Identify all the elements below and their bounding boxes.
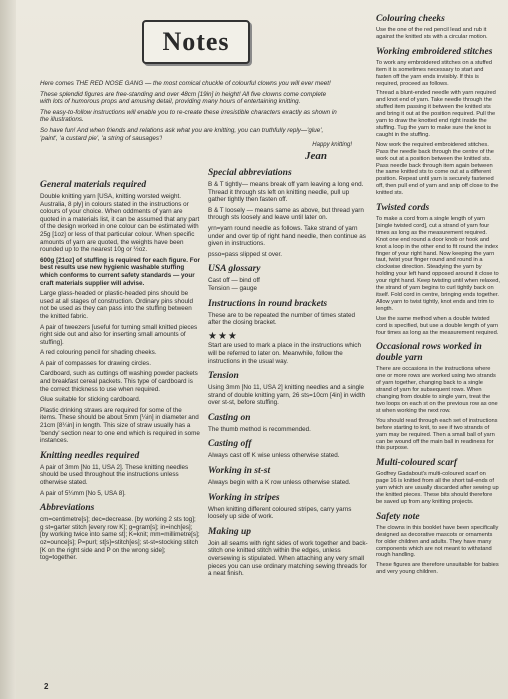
section-making-up: [208, 527, 368, 578]
page-spine: [0, 0, 16, 699]
section-cheeks: [376, 14, 500, 41]
paragraph: When knitting different coloured stripes, carry yarns loosely up side of work.: [208, 505, 352, 521]
signoff: Happy knitting!: [312, 142, 352, 148]
paragraph: A pair of 3mm [No 11, USA 2]. These knitting needles should be used throughout the instructions unless otherwise stated.: [40, 463, 189, 486]
paragraph: 600g [21oz] of stuffing is required for each figure. For best results use new hygienic washable stuffing which conforms to current safety standards — your craft materials supplier will advise.: [40, 256, 200, 287]
intro-paragraph: These splendid figures are free-standing and over 48cm [19in] in height! All five clowns come complete with lots of humorous props and amusing detail, providing many hours of entertaining knitting.: [40, 90, 327, 106]
section-heading: Twisted cords: [376, 203, 430, 214]
section-needles: [40, 451, 200, 497]
paragraph: Cardboard, such as cuttings off washing powder packets and breakfast cereal packets. This type of cardboard is the correct thickness to use when required.: [40, 370, 198, 393]
page-number: 2: [44, 682, 49, 691]
section-heading: Casting off: [208, 439, 252, 450]
section-heading: Safety note: [376, 511, 420, 522]
paragraph: To work any embroidered stitches on a stuffed item it is sometimes necessary to start and fasten off the yarn ends invisibly. If this is required, proceed as follows.: [376, 59, 492, 87]
section-heading: Tension: [208, 371, 239, 382]
paragraph: Using 3mm [No 11, USA 2] knitting needles and a single strand of double knitting yarn, 26 sts=10cm [4in] in width over st-st, before stuffing.: [208, 384, 365, 407]
paragraph: The thumb method is recommended.: [208, 425, 311, 433]
section-stripes: [208, 493, 368, 521]
intro-paragraph: Here comes THE RED NOSE GANG — the most comical chuckle of colourful clowns you will ever meet!: [40, 80, 331, 87]
section-usa-glossary: [208, 264, 368, 292]
paragraph: Now work the required embroidered stitches. Pass the needle back through the centre of the work out at a position between the knitted sts. Pass needle back through item again between the same knitted sts to come out at a different position. Repeat until yarn is securely fastened off, then pull end of yarn and snip off close to the knitted sts.: [376, 141, 499, 197]
section-general-materials: [40, 180, 200, 445]
paragraph: Tension — gauge: [208, 284, 258, 292]
paragraph: To make a cord from a single length of yarn [single twisted cord], cut a strand of yarn four times as long as the measurement required. Knot one end round a door knob or hook and knot a loop in the other end to fit round the index finger of your right hand. Now keeping the yarn taut, twist your finger round and round in a clockwise direction. Steadying the yarn by holding your left hand opposed around it close to your right hand. Keep twisting until when relaxed, the strand of yarn begins to curl tightly back on itself. Fold cord in centre, bringing ends together. Allow yarn to twist tightly, knot ends and trim to length.: [376, 216, 500, 312]
section-safety: [376, 512, 500, 576]
paragraph: Always cast off K wise unless otherwise stated.: [208, 452, 340, 460]
section-heading: Making up: [208, 526, 252, 537]
paragraph: You should read through each set of instructions before starting to knit, to see if two strands of yarn may be required. Then a small ball of yarn can be wound off the main ball in readiness for this purpose.: [376, 417, 498, 452]
section-heading: Working embroidered stitches: [376, 46, 493, 57]
paragraph: yrn=yarn round needle as follows. Take strand of yarn under and over tip of right hand needle, then continue as given in instructions.: [208, 224, 366, 248]
section-special-abbreviations: [208, 168, 368, 258]
column-right: [376, 14, 500, 582]
stars-symbol: ★★★: [208, 330, 238, 342]
section-tension: [208, 371, 368, 407]
paragraph: Large glass-headed or plastic-headed pins should be used at all stages of construction. Ordinary pins should not be used as they can pass into the stuffing between the knitted fabric.: [40, 290, 193, 320]
intro-paragraph: So have fun! And when friends and relations ask what you are knitting, you can truthfully reply—'glue', 'paint', 'a custard pie', 'a string of sausages'!: [40, 126, 324, 142]
paragraph: These are to be repeated the number of times stated after the closing bracket.: [208, 311, 356, 327]
section-abbreviations: [40, 503, 200, 562]
paragraph: Godfrey Gadabout's multi-coloured scarf on page 16 is knitted from all the short tail-ends of yarn which are usually discarded after sewing up the knitted pieces. These bits should therefore be saved up from any knitting projects.: [376, 471, 499, 505]
section-heading: Knitting needles required: [40, 450, 140, 461]
intro-text: [40, 80, 338, 145]
paragraph: Cast off — bind off: [208, 277, 260, 285]
paragraph: Thread a blunt-ended needle with yarn required and knot end of yarn. Take needle through the stuffed item passing it between the knitted sts and bring it out at the position required. Pull the yarn to draw the knotted end right inside the stuffing. Tug the yarn to make sure the knot is caught in the stuffing.: [376, 90, 496, 138]
section-heading: Working in stripes: [208, 492, 280, 503]
section-heading: Casting on: [208, 412, 251, 423]
section-double-yarn: [376, 342, 500, 452]
intro-paragraph: The easy-to-follow instructions will enable you to re-create these irresistible characters exactly as shown in the illustrations.: [40, 108, 337, 124]
section-casting-off: [208, 439, 368, 460]
section-heading: Colouring cheeks: [376, 14, 445, 24]
paragraph: Join all seams with right sides of work together and back-stitch one knitted stitch within the edges, unless oversewing is stipulated. When attaching any very small pieces you can use ordinary matching sewing threads for a neat finish.: [208, 539, 368, 578]
paragraph: psso=pass slipped st over.: [208, 250, 283, 258]
section-twisted-cords: [376, 203, 500, 336]
column-middle: [208, 168, 368, 584]
signature: Jean: [305, 150, 327, 162]
notes-title-box: [142, 20, 250, 64]
paragraph: Plastic drinking straws are required for some of the items. These should be about 5mm [¼in] in diameter and 21cm [8¼in] in length. This size of straw usually has a 'bendy' section near to one end which is required in some instances.: [40, 406, 200, 445]
section-heading: USA glossary: [208, 264, 261, 275]
paragraph: Glue suitable for sticking cardboard.: [40, 396, 141, 404]
page-title: Notes: [162, 27, 230, 56]
paragraph: Double knitting yarn [USA, knitting worsted weight. Australia, 8 ply] in colours stated in the instructions or colours of your choice. When oddments of yarn are quoted in a materials list, it can be assumed that any part of the design worked in one colour can be estimated with 25g [1oz] or less of that particular colour. When specific amounts of yarn are quoted, the weights have been rounded up to the nearest 10g or ½oz.: [40, 193, 200, 254]
paragraph: B & T tightly— means break off yarn leaving a long end. Thread it through sts left on knitting needle, pull up gather tightly then fasten off.: [208, 181, 364, 204]
paragraph: A pair of 5¼mm [No 5, USA 8].: [40, 489, 126, 497]
paragraph: Use the same method when a double twisted cord is specified, but use a double length of yarn four times as long as the measurement required.: [376, 315, 499, 336]
column-left: [40, 180, 200, 568]
paragraph: These figures are therefore unsuitable for babies and very young children.: [376, 562, 499, 576]
paragraph: There are occasions in the instructions where one or more rows are worked using two strands of yarn together, changing back to a single strand of yarn for subsequent rows. When changing from double to single yarn, treat the two loops on each st on the previous row as one st when working the next row.: [376, 366, 498, 414]
paragraph: Start are used to mark a place in the instructions which will be referred to later on. Meanwhile, follow the instructions in the usual way.: [208, 342, 361, 365]
section-heading: Multi-coloured scarf: [376, 458, 458, 469]
section-heading: Special abbreviations: [208, 168, 292, 178]
section-heading: Occasional rows worked in double yarn: [376, 342, 482, 364]
section-heading: Instructions in round brackets: [208, 298, 328, 309]
paragraph: A pair of tweezers [useful for turning small knitted pieces right side out and also for inserting small amounts of stuffing].: [40, 323, 198, 346]
section-stars: [208, 330, 368, 365]
paragraph: Use the one of the red pencil lead and rub it against the knitted sts with a circular motion.: [376, 27, 488, 40]
paragraph: B & T loosely — means same as above, but thread yarn through sts loosely and leave until later on.: [208, 206, 364, 222]
section-heading: Abbreviations: [40, 503, 95, 514]
paragraph: Always begin with a K row unless otherwise stated.: [208, 479, 351, 487]
paragraph: A pair of compasses for drawing circles.: [40, 359, 151, 367]
paragraph: The clowns in this booklet have been specifically designed as decorative mascots or ornaments for older children and adults. They have many components which are not meant to withstand rough handling.: [376, 524, 499, 559]
section-round-brackets: [208, 299, 368, 327]
section-working-stst: [208, 466, 368, 487]
section-scarf: [376, 458, 500, 506]
section-heading: Working in st-st: [208, 466, 271, 477]
section-heading: General materials required: [40, 180, 147, 190]
section-embroidered: [376, 47, 500, 197]
section-casting-on: [208, 413, 368, 434]
paragraph: cm=centimetre[s]; dec=decrease. [by working 2 sts tog]; g st=garter stitch [every row K]; g=gram[s]; in=inch[es]; [by working twice into same st]; K=knit; mm=millimetre[s]; oz=ounce[s]; P=purl; st[s]=stitch[es]; st-st=stocking stitch [K on the right side and P on the wrong side]; tog=together.: [40, 516, 200, 562]
paragraph: A red colouring pencil for shading cheeks.: [40, 349, 157, 357]
